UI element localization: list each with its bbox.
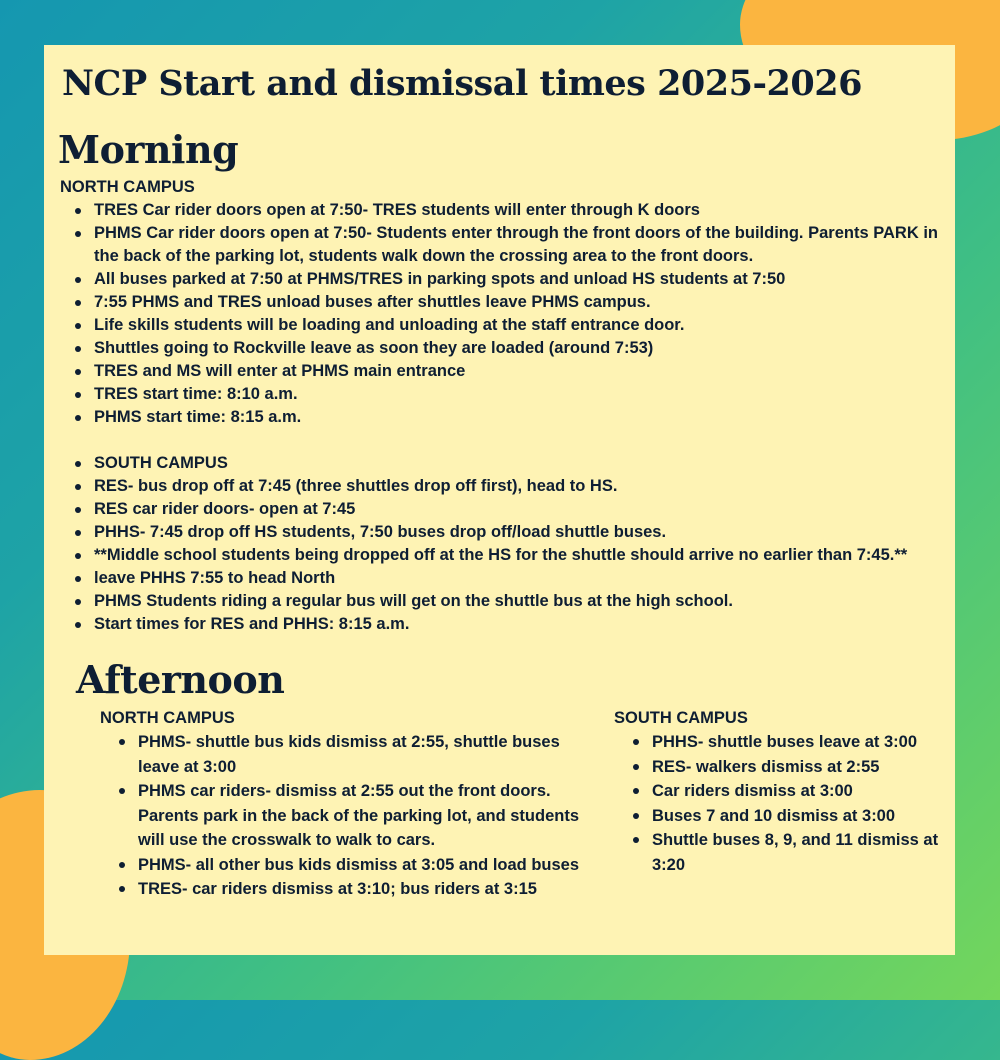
morning-south-list bbox=[60, 452, 950, 636]
spacer bbox=[60, 429, 950, 452]
afternoon-north-section bbox=[100, 706, 590, 902]
morning-north-list bbox=[60, 199, 950, 429]
list-item: TRES and MS will enter at PHMS main entrance bbox=[94, 360, 950, 383]
list-item: TRES start time: 8:10 a.m. bbox=[94, 383, 950, 406]
list-item: TRES- car riders dismiss at 3:10; bus riders at 3:15 bbox=[138, 877, 590, 902]
list-item: PHMS- shuttle bus kids dismiss at 2:55, shuttle buses leave at 3:00 bbox=[138, 730, 590, 779]
list-item: PHMS car riders- dismiss at 2:55 out the front doors. Parents park in the back of the parking lot, and students will use the crosswalk to walk to cars. bbox=[138, 779, 590, 853]
afternoon-north-campus-label: NORTH CAMPUS bbox=[100, 709, 235, 727]
list-item: PHMS Car rider doors open at 7:50- Students enter through the front doors of the building. Parents PARK in the back of the parking lot, students walk down the crossing area to the front doors. bbox=[94, 222, 950, 268]
morning-section bbox=[60, 176, 950, 636]
list-item: PHMS Students riding a regular bus will get on the shuttle bus at the high school. bbox=[94, 590, 950, 613]
afternoon-south-campus-label: SOUTH CAMPUS bbox=[614, 709, 748, 727]
afternoon-heading: Afternoon bbox=[76, 657, 285, 702]
list-item: PHHS- shuttle buses leave at 3:00 bbox=[652, 730, 954, 755]
morning-south-campus-label: SOUTH CAMPUS bbox=[94, 452, 950, 475]
schedule-card bbox=[44, 45, 955, 955]
list-item: Shuttles going to Rockville leave as soon they are loaded (around 7:53) bbox=[94, 337, 950, 360]
morning-heading: Morning bbox=[58, 127, 239, 172]
afternoon-south-list bbox=[614, 730, 954, 877]
list-item: All buses parked at 7:50 at PHMS/TRES in parking spots and unload HS students at 7:50 bbox=[94, 268, 950, 291]
page-title: NCP Start and dismissal times 2025-2026 bbox=[62, 63, 862, 104]
list-item: Buses 7 and 10 dismiss at 3:00 bbox=[652, 804, 954, 829]
afternoon-south-section bbox=[614, 706, 954, 877]
list-item: Start times for RES and PHHS: 8:15 a.m. bbox=[94, 613, 950, 636]
list-item: TRES Car rider doors open at 7:50- TRES students will enter through K doors bbox=[94, 199, 950, 222]
list-item: PHHS- 7:45 drop off HS students, 7:50 buses drop off/load shuttle buses. bbox=[94, 521, 950, 544]
list-item: Car riders dismiss at 3:00 bbox=[652, 779, 954, 804]
morning-north-campus-label: NORTH CAMPUS bbox=[60, 178, 195, 196]
list-item: 7:55 PHMS and TRES unload buses after shuttles leave PHMS campus. bbox=[94, 291, 950, 314]
list-item: PHMS start time: 8:15 a.m. bbox=[94, 406, 950, 429]
list-item: RES- walkers dismiss at 2:55 bbox=[652, 755, 954, 780]
list-item: leave PHHS 7:55 to head North bbox=[94, 567, 950, 590]
list-item: RES- bus drop off at 7:45 (three shuttles drop off first), head to HS. bbox=[94, 475, 950, 498]
list-item: Life skills students will be loading and unloading at the staff entrance door. bbox=[94, 314, 950, 337]
list-item: **Middle school students being dropped off at the HS for the shuttle should arrive no earlier than 7:45.** bbox=[94, 544, 950, 567]
list-item: Shuttle buses 8, 9, and 11 dismiss at 3:20 bbox=[652, 828, 954, 877]
list-item: PHMS- all other bus kids dismiss at 3:05 and load buses bbox=[138, 853, 590, 878]
afternoon-north-list bbox=[100, 730, 590, 902]
list-item: RES car rider doors- open at 7:45 bbox=[94, 498, 950, 521]
